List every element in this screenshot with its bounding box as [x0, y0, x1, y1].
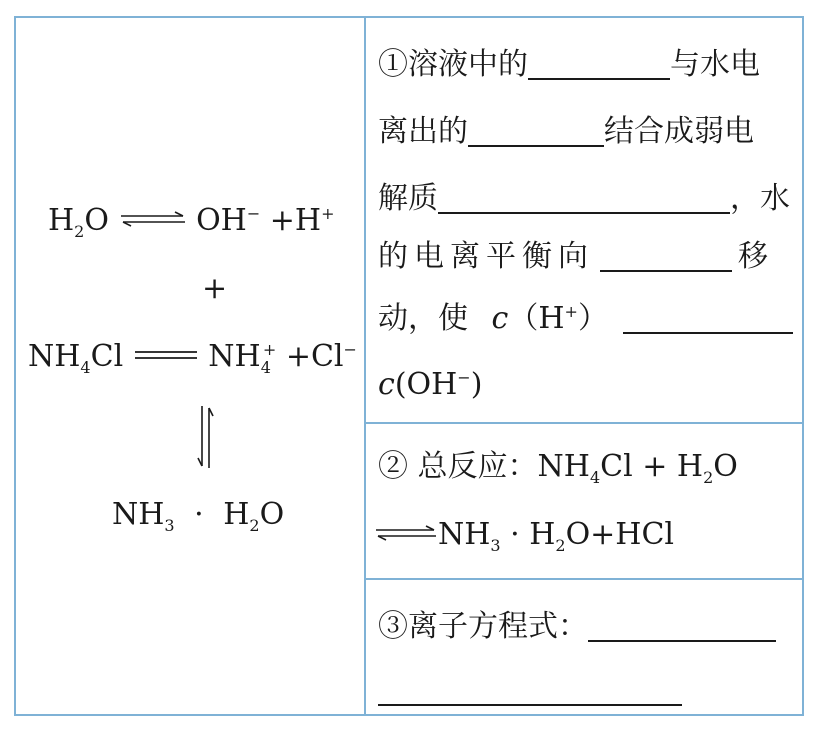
blank-shift-direction — [600, 246, 732, 272]
blank-ionic-equation-2 — [378, 680, 682, 706]
reversible-arrow-icon — [374, 525, 438, 541]
s1-line1: ①溶液中的 与水电 — [378, 47, 760, 82]
blank-weak-electrolyte — [438, 188, 730, 214]
water-ionization-equation: $H_2O$ OH− +H+ — [48, 203, 335, 241]
column-divider — [364, 18, 366, 714]
ammonium-chloride-equation: $NH_4Cl$ $NH_4^+ +Cl^-$ — [28, 339, 357, 377]
blank-ionic-equation-1 — [588, 616, 776, 642]
s3-line2 — [378, 676, 682, 706]
blank-water-ions — [468, 121, 604, 147]
s1-line3: 解质 ，水 — [378, 181, 790, 216]
reversible-arrow-icon — [119, 211, 187, 227]
s1-line6: c(OH−) — [378, 367, 483, 402]
s2-line1: ② 总反应：$NH_4Cl + H_2O$ — [378, 449, 738, 487]
down-reversible-arrow-icon — [196, 404, 216, 470]
s2-line2: $NH_3 \cdot H_2O+HCl$ — [374, 520, 674, 550]
row-divider-2 — [366, 578, 804, 580]
s1-line2: 离出的 结合成弱电 — [378, 114, 754, 149]
row-divider-1 — [366, 422, 804, 424]
s3-line1: ③离子方程式： — [378, 612, 776, 642]
ammonia-hydrate-formula: $NH_3 \cdot H_2O$ — [112, 497, 285, 535]
s1-line4: 的电离平衡向 移 — [378, 239, 774, 274]
equals-arrow-icon — [133, 348, 199, 362]
blank-ions-from-solution — [528, 54, 670, 80]
blank-concentration-compare — [623, 308, 793, 334]
plus-sign: + — [202, 271, 228, 306]
s1-line5: 动，使 c（H+） — [378, 304, 793, 334]
